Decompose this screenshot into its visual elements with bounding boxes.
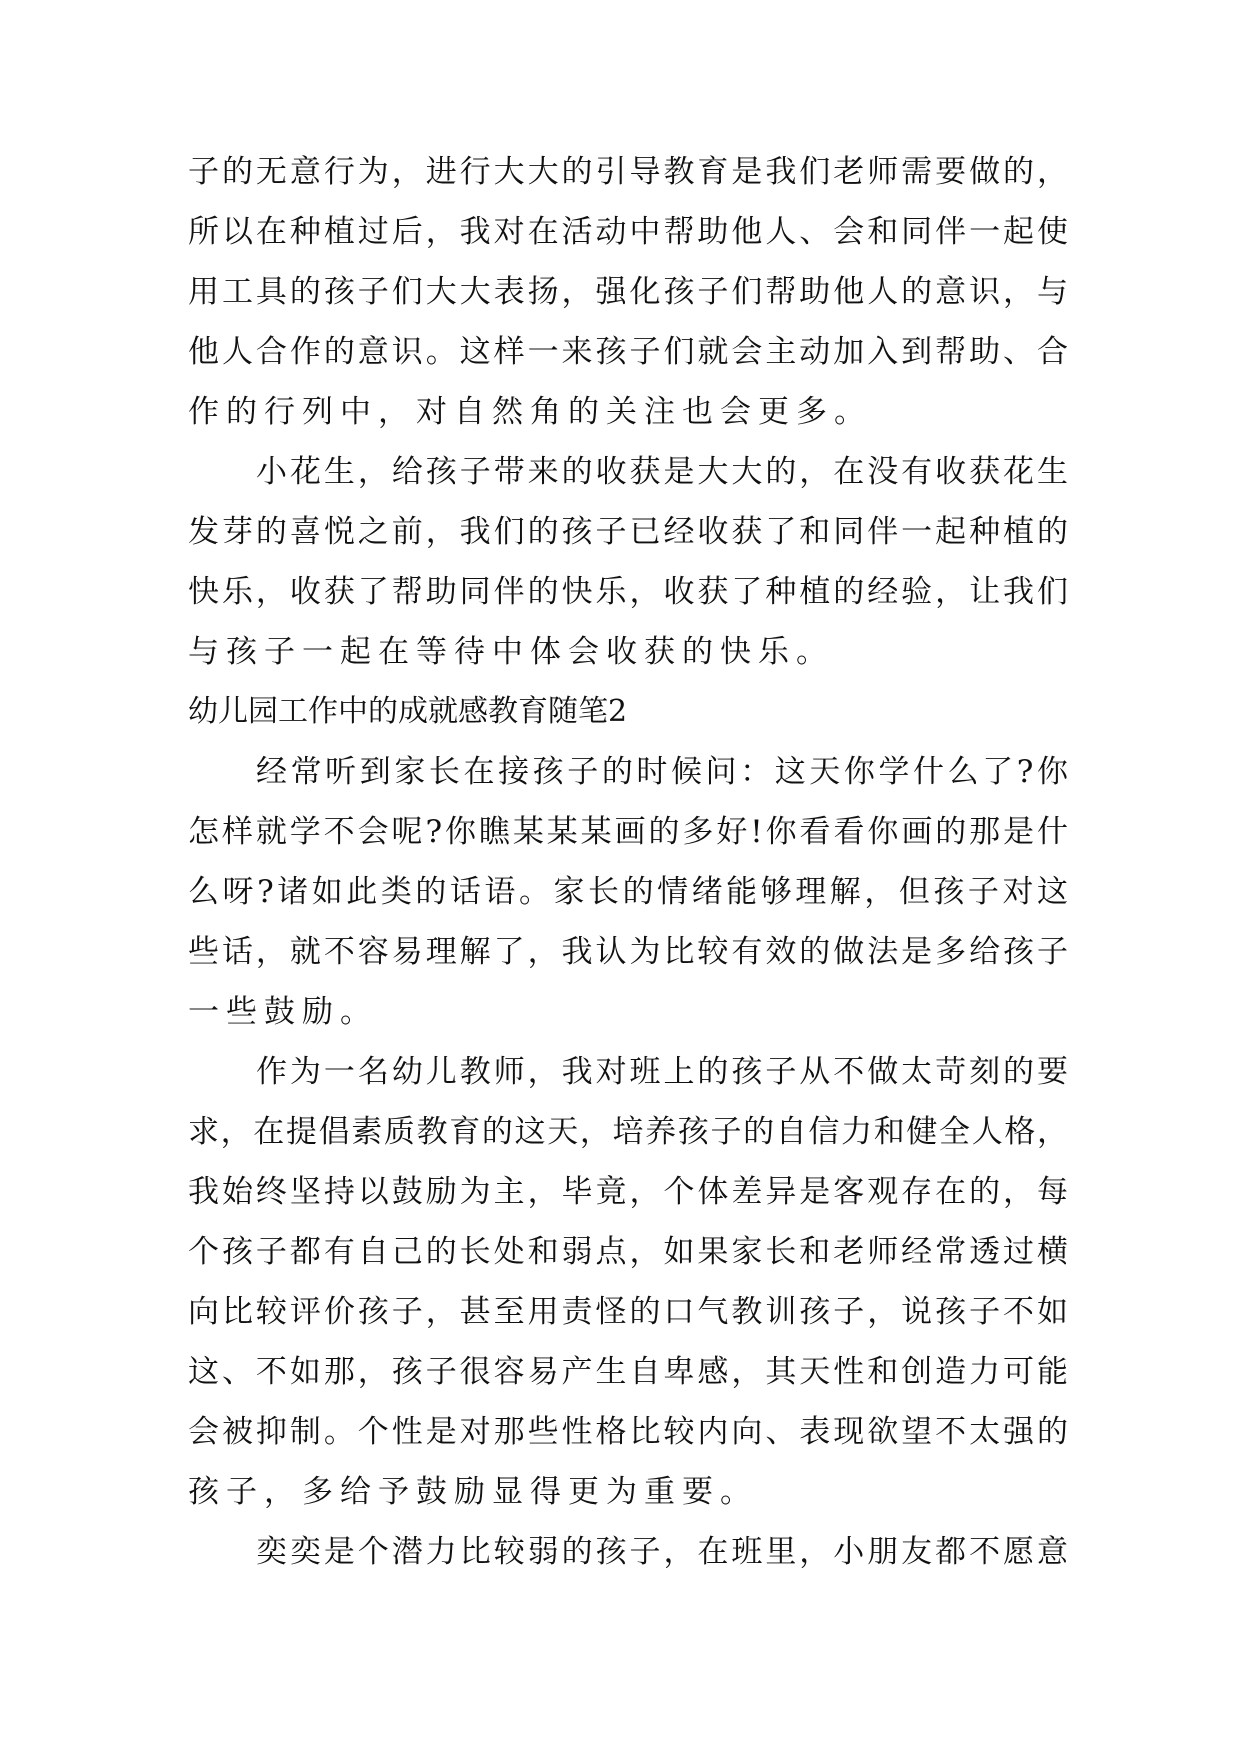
text-line: 个孩子都有自己的长处和弱点，如果家长和老师经常透过横: [188, 1234, 1068, 1270]
text-line: 他人合作的意识。这样一来孩子们就会主动加入到帮助、合: [188, 334, 1068, 370]
paragraph-first-line: 奕奕是个潜力比较弱的孩子，在班里，小朋友都不愿意: [256, 1534, 1068, 1570]
text-line: 我始终坚持以鼓励为主，毕竟，个体差异是客观存在的，每: [188, 1174, 1068, 1210]
text-line: 所以在种植过后，我对在活动中帮助他人、会和同伴一起使: [188, 214, 1068, 250]
paragraph-first-line: 作为一名幼儿教师，我对班上的孩子从不做太苛刻的要: [256, 1054, 1068, 1090]
text-line: 子的无意行为，进行大大的引导教育是我们老师需要做的，: [188, 154, 1068, 190]
text-line: 快乐，收获了帮助同伴的快乐，收获了种植的经验，让我们: [188, 574, 1068, 610]
text-line: 向比较评价孩子，甚至用责怪的口气教训孩子，说孩子不如: [188, 1294, 1068, 1330]
text-line: 用工具的孩子们大大表扬，强化孩子们帮助他人的意识，与: [188, 274, 1068, 310]
section-heading: 幼儿园工作中的成就感教育随笔2: [188, 694, 628, 729]
text-line: 些话，就不容易理解了，我认为比较有效的做法是多给孩子: [188, 934, 1068, 970]
text-line: 发芽的喜悦之前，我们的孩子已经收获了和同伴一起种植的: [188, 514, 1068, 550]
text-line: 么呀?诸如此类的话语。家长的情绪能够理解，但孩子对这: [188, 874, 1068, 910]
text-line: 孩子，多给予鼓励显得更为重要。: [188, 1474, 758, 1510]
text-line: 这、不如那，孩子很容易产生自卑感，其天性和创造力可能: [188, 1354, 1068, 1390]
text-line: 与孩子一起在等待中体会收获的快乐。: [188, 634, 834, 670]
paragraph-first-line: 小花生，给孩子带来的收获是大大的，在没有收获花生: [256, 454, 1068, 490]
text-line: 求，在提倡素质教育的这天，培养孩子的自信力和健全人格，: [188, 1114, 1068, 1150]
paragraph-first-line: 经常听到家长在接孩子的时候问：这天你学什么了?你: [256, 754, 1068, 790]
text-line: 作的行列中，对自然角的关注也会更多。: [188, 394, 872, 430]
text-line: 怎样就学不会呢?你瞧某某某画的多好!你看看你画的那是什: [188, 814, 1068, 850]
text-line: 一些鼓励。: [188, 994, 378, 1030]
text-line: 会被抑制。个性是对那些性格比较内向、表现欲望不太强的: [188, 1414, 1068, 1450]
